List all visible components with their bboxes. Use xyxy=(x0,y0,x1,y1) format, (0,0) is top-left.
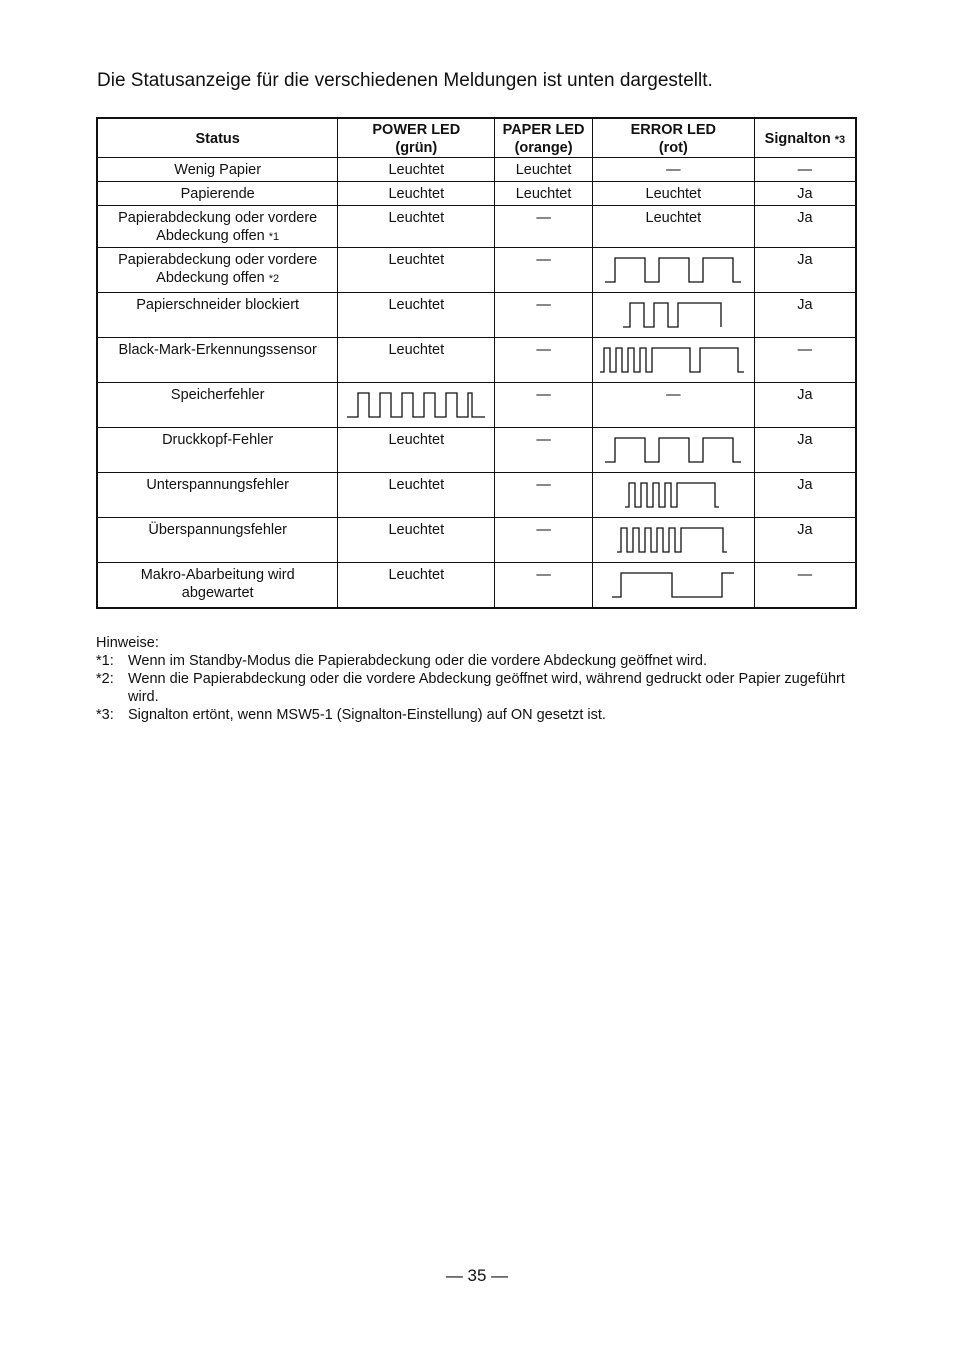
cell-signal: Ja xyxy=(754,518,856,563)
cell-power xyxy=(338,383,495,428)
cell-power: Leuchtet xyxy=(338,293,495,338)
note-item xyxy=(96,706,848,724)
cell-paper: — xyxy=(495,293,593,338)
cell-status: Makro-Abarbeitung wird abgewartet xyxy=(97,563,338,608)
note-key: *3: xyxy=(96,707,114,723)
cell-status: Papierschneider blockiert xyxy=(97,293,338,338)
cell-error xyxy=(592,428,754,473)
cell-signal: Ja xyxy=(754,182,856,206)
note-text: Signalton ertönt, wenn MSW5-1 (Signalton-Einstellung) auf ON gesetzt ist. xyxy=(128,707,606,723)
cell-power: Leuchtet xyxy=(338,563,495,608)
blink-pattern-waveform-icon xyxy=(623,480,723,510)
note-text: Wenn die Papierabdeckung oder die vordere Abdeckung geöffnet wird, während gedruckt oder Papier zugeführt wird. xyxy=(128,671,845,705)
cell-paper: Leuchtet xyxy=(495,182,593,206)
table-row xyxy=(97,428,856,473)
cell-paper: — xyxy=(495,338,593,383)
cell-paper: Leuchtet xyxy=(495,158,593,182)
note-item xyxy=(96,670,848,706)
cell-status: Black-Mark-Erkennungssensor xyxy=(97,338,338,383)
cell-paper: — xyxy=(495,518,593,563)
cell-status: Papierabdeckung oder vordere Abdeckung offen *2 xyxy=(97,248,338,293)
table-row xyxy=(97,383,856,428)
blink-pattern-waveform-icon xyxy=(345,390,487,420)
cell-signal: — xyxy=(754,158,856,182)
blink-pattern-waveform-icon xyxy=(615,525,731,555)
cell-status: Unterspannungsfehler xyxy=(97,473,338,518)
blink-pattern-waveform-icon xyxy=(621,300,725,330)
table-row xyxy=(97,158,856,182)
notes-section xyxy=(96,634,848,724)
header-paper-led: PAPER LED (orange) xyxy=(495,118,593,158)
blink-pattern-waveform-icon xyxy=(598,345,748,375)
blink-pattern-waveform-icon xyxy=(603,435,743,465)
cell-signal: Ja xyxy=(754,428,856,473)
cell-status: Druckkopf-Fehler xyxy=(97,428,338,473)
blink-pattern-waveform-icon xyxy=(603,255,743,285)
cell-paper: — xyxy=(495,563,593,608)
cell-status: Papierabdeckung oder vordere Abdeckung offen *1 xyxy=(97,206,338,248)
cell-error: Leuchtet xyxy=(592,206,754,248)
cell-error xyxy=(592,473,754,518)
header-power-led: POWER LED (grün) xyxy=(338,118,495,158)
cell-signal: — xyxy=(754,338,856,383)
cell-signal: Ja xyxy=(754,248,856,293)
cell-error xyxy=(592,248,754,293)
notes-title: Hinweise: xyxy=(96,635,159,651)
cell-error xyxy=(592,338,754,383)
header-signalton: Signalton *3 xyxy=(754,118,856,158)
table-row xyxy=(97,473,856,518)
header-status: Status xyxy=(97,118,338,158)
note-item xyxy=(96,652,848,670)
blink-pattern-waveform-icon xyxy=(610,570,736,600)
table-header-row xyxy=(97,118,856,158)
cell-paper: — xyxy=(495,383,593,428)
page-number: — 35 — xyxy=(445,1266,509,1285)
table-row xyxy=(97,293,856,338)
table-row xyxy=(97,248,856,293)
cell-error xyxy=(592,293,754,338)
table-row xyxy=(97,206,856,248)
note-text: Wenn im Standby-Modus die Papierabdeckung oder die vordere Abdeckung geöffnet wird. xyxy=(128,653,708,669)
cell-signal: Ja xyxy=(754,293,856,338)
cell-signal: Ja xyxy=(754,383,856,428)
cell-power: Leuchtet xyxy=(338,428,495,473)
cell-power: Leuchtet xyxy=(338,338,495,383)
cell-paper: — xyxy=(495,206,593,248)
cell-error: — xyxy=(592,383,754,428)
cell-signal: — xyxy=(754,563,856,608)
cell-power: Leuchtet xyxy=(338,206,495,248)
cell-paper: — xyxy=(495,248,593,293)
cell-status: Speicherfehler xyxy=(97,383,338,428)
cell-power: Leuchtet xyxy=(338,158,495,182)
note-key: *1: xyxy=(96,653,114,669)
cell-signal: Ja xyxy=(754,473,856,518)
cell-signal: Ja xyxy=(754,206,856,248)
cell-error xyxy=(592,563,754,608)
cell-power: Leuchtet xyxy=(338,182,495,206)
table-row xyxy=(97,182,856,206)
cell-paper: — xyxy=(495,428,593,473)
cell-power: Leuchtet xyxy=(338,248,495,293)
cell-paper: — xyxy=(495,473,593,518)
cell-error: Leuchtet xyxy=(592,182,754,206)
cell-error xyxy=(592,518,754,563)
cell-status: Wenig Papier xyxy=(97,158,338,182)
cell-power: Leuchtet xyxy=(338,473,495,518)
note-key: *2: xyxy=(96,671,114,687)
table-row xyxy=(97,338,856,383)
cell-error: — xyxy=(592,158,754,182)
table-row xyxy=(97,563,856,608)
header-error-led: ERROR LED (rot) xyxy=(592,118,754,158)
table-row xyxy=(97,518,856,563)
cell-power: Leuchtet xyxy=(338,518,495,563)
cell-status: Überspannungsfehler xyxy=(97,518,338,563)
cell-status: Papierende xyxy=(97,182,338,206)
status-table xyxy=(96,117,857,609)
intro-text: Die Statusanzeige für die verschiedenen Meldungen ist unten dargestellt. xyxy=(97,70,713,91)
